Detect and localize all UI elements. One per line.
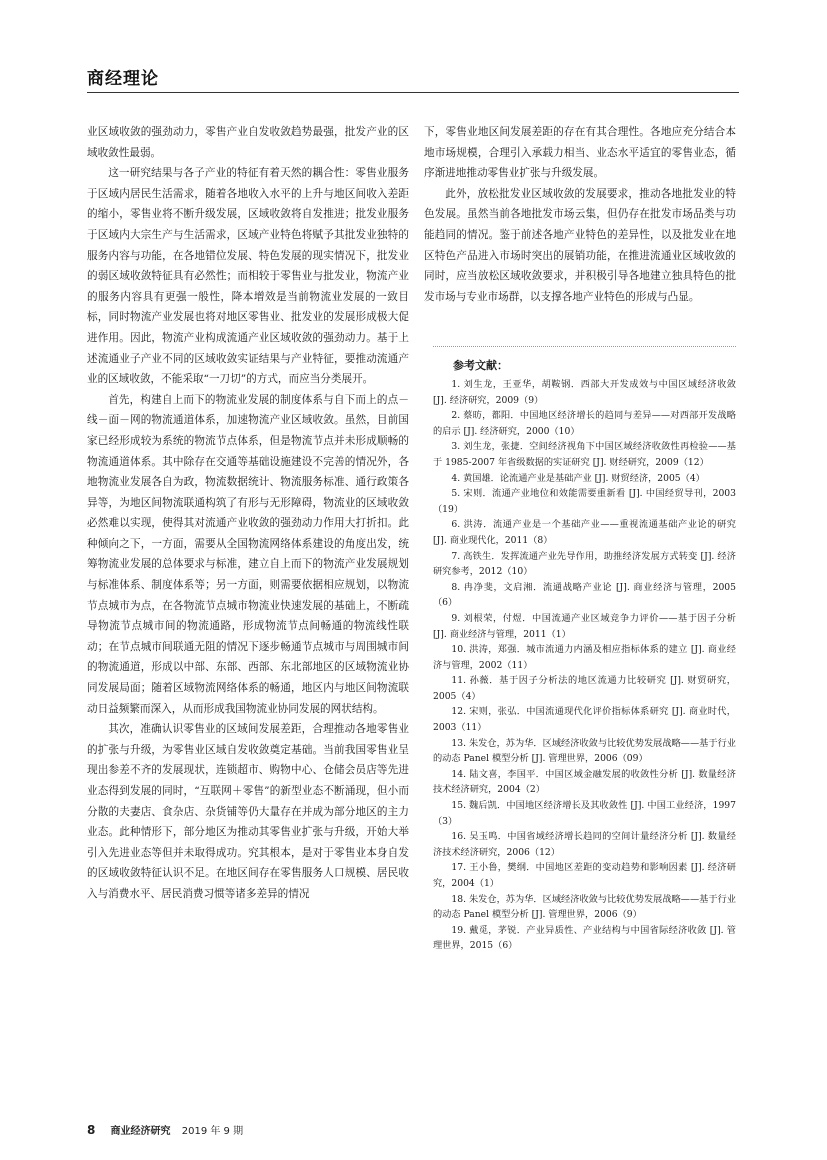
- reference-item: 15. 魏后凯．中国地区经济增长及其收敛性 [J]. 中国工业经济，1997（3）: [433, 800, 736, 827]
- reference-item: 17. 王小鲁，樊纲．中国地区差距的变动趋势和影响因素 [J]. 经济研究，2004（1）: [433, 862, 736, 889]
- reference-item: 4. 黄国雄．论流通产业是基础产业 [J]. 财贸经济，2005（4）: [451, 472, 705, 484]
- reference-item: 5. 宋则．流通产业地位和效能需要重新看 [J]. 中国经贸导刊，2003（19）: [433, 488, 736, 515]
- paragraph: 下，零售业地区间发展差距的存在有其合理性。各地应充分结合本地市场规模，合理引入承载力相当、业态水平适宜的零售业态，循序渐进地推动零售业扩张与升级发展。: [424, 126, 736, 180]
- page-footer: [87, 1122, 243, 1137]
- references-section: [433, 346, 736, 954]
- issue-label: 2019 年 9 期: [181, 1126, 244, 1137]
- reference-item: 9. 刘根荣，付煜．中国流通产业区域竞争力评价——基于因子分析 [J]. 商业经济与管理，2011（1）: [433, 612, 736, 640]
- reference-item: 14. 陆文喜，李国平．中国区域金融发展的收敛性分析 [J]. 数量经济技术经济研究，2004（2）: [433, 768, 736, 796]
- paragraph: 这一研究结果与各子产业的特征有着天然的耦合性：零售业服务于区域内居民生活需求，随着各地收入水平的上升与地区间收入差距的缩小，零售业将不断升级发展，区域收敛将自发推进；批发业服务于区域内大宗生产与生活需求，区域产业特色将赋予其批发业独特的服务内容与功能，在各地错位发展、特色发展的现实情况下，批发业的弱区域收敛特征具有必然性；而相较于零售业与批发业，物流产业的服务内容具有更强一般性，降本增效是当前物流业发展的一致目标，同时物流产业发展也将对地区零售业、批发业的发展形成极大促进作用。因此，物流产业构成流通产业区域收敛的强劲动力。基于上述流通业子产业不同的区域收敛实证结果与产业特征，要推动流通产业的区域收敛，不能采取“一刀切”的方式，而应当分类展开。: [87, 167, 409, 386]
- reference-item: 10. 洪涛，郑强．城市流通力内涵及相应指标体系的建立 [J]. 商业经济与管理，2002（11）: [433, 644, 736, 671]
- reference-item: 3. 刘生龙，张捷．空间经济视角下中国区域经济收敛性再检验——基于 1985-2007 年省级数据的实证研究 [J]. 财经研究，2009（12）: [433, 441, 736, 468]
- section-title: 商经理论: [87, 69, 159, 89]
- reference-item: 16. 吴玉鸣．中国省域经济增长趋同的空间计量经济分析 [J]. 数量经济技术经济研究，2006（12）: [433, 831, 736, 858]
- body-column-right: [424, 122, 736, 307]
- reference-item: 6. 洪涛．流通产业是一个基础产业——重视流通基础产业论的研究 [J]. 商业现代化，2011（8）: [433, 519, 736, 546]
- reference-item: 7. 高铁生．发挥流通产业先导作用，助推经济发展方式转变 [J]. 经济研究参考，2012（10）: [433, 550, 736, 578]
- reference-item: 12. 宋则，张弘．中国流通现代化评价指标体系研究 [J]. 商业时代，2003（11）: [433, 706, 736, 734]
- reference-item: 11. 孙薇．基于因子分析法的地区流通力比较研究 [J]. 财贸研究，2005（4）: [433, 675, 736, 702]
- body-column-left: [87, 122, 409, 905]
- reference-item: 8. 冉净斐，文启湘．流通战略产业论 [J]. 商业经济与管理，2005（6）: [433, 581, 736, 609]
- paragraph: 此外，放松批发业区域收敛的发展要求，推动各地批发业的特色发展。虽然当前各地批发市场云集，但仍存在批发市场品类与功能趋同的情况。鉴于前述各地产业特色的差异性，以及批发业在地区特色产品进入市场时突出的展销功能，在推进流通业区域收敛的同时，应当放松区域收敛要求，并积极引导各地建立独具特色的批发市场与专业市场群，以支撑各地产业特色的形成与凸显。: [424, 187, 736, 303]
- header-rule: [87, 92, 739, 93]
- reference-item: 1. 刘生龙，王亚华，胡鞍钢．西部大开发成效与中国区域经济收敛 [J]. 经济研究，2009（9）: [433, 379, 736, 406]
- reference-item: 19. 戴觅，茅锐．产业异质性、产业结构与中国省际经济收敛 [J]. 管理世界，2015（6）: [433, 924, 736, 952]
- reference-item: 2. 蔡昉，都阳．中国地区经济增长的趋同与差异——对西部开发战略的启示 [J]. 经济研究，2000（10）: [433, 410, 736, 437]
- page-number: 8: [87, 1123, 96, 1137]
- journal-name: 商业经济研究: [110, 1126, 171, 1137]
- paragraph: 业区域收敛的强劲动力，零售产业自发收敛趋势最强，批发产业的区域收敛性最弱。: [87, 126, 409, 159]
- paragraph: 首先，构建自上而下的物流业发展的制度体系与自下而上的点－线－面－网的物流通道体系，加速物流产业区域收敛。虽然，目前国家已经形成较为系统的物流节点体系，但是物流节点并未形成顺畅的物流通道体系。其中除存在交通等基础设施建设不完善的情况外，各地物流业发展各自为政，物流数据统计、物流服务标准、通行政策各异等，为地区间物流联通构筑了有形与无形障碍，物流业的区域收敛必然难以实现，使得其对流通产业收敛的强劲动力作用大打折扣。此种倾向之下，一方面，需要从全国物流网络体系建设的角度出发，统筹物流业发展的总体要求与标准，建立自上而下的物流产业发展规划与标准体系、制度体系等；另一方面，则需要依据相应规划，以物流节点城市为点，在各物流节点城市物流业快速发展的基础上，不断疏导物流节点城市间的物流通路，形成物流节点间畅通的物流线性联动；在节点城市间联通无阻的情况下逐步畅通节点城市与周围城市间的物流通道，形成以中部、东部、西部、东北部地区的区域物流业协同发展局面；随着区域物流网络体系的畅通，地区内与地区间物流联动日益频繁而深入，从而形成我国物流业协同发展的网状结构。: [87, 393, 409, 715]
- paragraph: 其次，准确认识零售业的区域间发展差距，合理推动各地零售业的扩张与升级，为零售业区域自发收敛奠定基础。当前我国零售业呈现出参差不齐的发展现状，连锁超市、购物中心、仓储会员店等先进业态得到发展的同时，“互联网＋零售”的新型业态不断涌现，但小而分散的夫妻店、食杂店、杂货铺等仍大量存在并成为部分地区的主力业态。此种情形下，部分地区为推动其零售业扩张与升级，开始大举引入先进业态等但并未取得成功。究其根本，是对于零售业本身自发的区域收敛特征认识不足。在地区间存在零售服务人口规模、居民收入与消费水平、居民消费习惯等诸多差异的情况: [87, 723, 409, 900]
- references-title: 参考文献：: [453, 359, 508, 372]
- reference-item: 18. 朱发仓，苏为华．区域经济收敛与比较优势发展战略——基于行业的动态 Panel 模型分析 [J]. 管理世界，2006（9）: [433, 893, 736, 921]
- reference-item: 13. 朱发仓，苏为华．区域经济收敛与比较优势发展战略——基于行业的动态 Panel 模型分析 [J]. 管理世界，2006（09）: [433, 737, 736, 765]
